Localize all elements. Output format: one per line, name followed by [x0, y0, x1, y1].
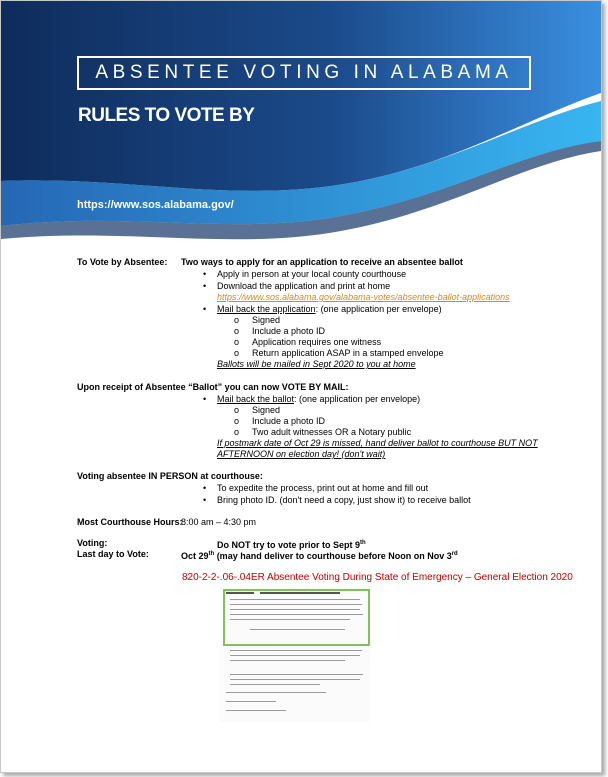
- absentee-sub-2: Include a photo ID: [252, 326, 326, 336]
- sub-marker: o: [234, 427, 240, 437]
- in-person-bullet-1: To expedite the process, print out at home and fill out: [217, 483, 429, 493]
- sos-website-link[interactable]: https://www.sos.alabama.gov/: [77, 199, 234, 211]
- sub-marker: o: [234, 348, 240, 358]
- absentee-note: Ballots will be mailed in Sept 2020 to you at home: [217, 359, 416, 369]
- voting-value: Do NOT try to vote prior to Sept 9th: [217, 540, 366, 550]
- hours-value: 8:00 am – 4:30 pm: [181, 517, 257, 527]
- sub-marker: o: [234, 405, 240, 415]
- bullet-dot: •: [203, 495, 207, 505]
- receipt-heading: Upon receipt of Absentee “Ballot” you can now VOTE BY MAIL:: [77, 382, 349, 392]
- rule-excerpt-highlight-box: [223, 589, 370, 646]
- receipt-note-line-2: AFTERNOON on election day! (don't wait): [217, 449, 386, 459]
- rule-title: 820-2-2-.06-.04ER Absentee Voting During State of Emergency – General Election 2020: [182, 572, 573, 583]
- in-person-bullet-2: Bring photo ID. (don't need a copy, just show it) to receive ballot: [217, 495, 471, 505]
- last-day-value: Oct 29th (may hand deliver to courthouse before Noon on Nov 3rd: [181, 551, 458, 561]
- absentee-bullet-1: Apply in person at your local county courthouse: [217, 269, 407, 279]
- receipt-note-line-1: If postmark date of Oct 29 is missed, hand deliver ballot to courthouse BUT NOT: [217, 438, 538, 448]
- bullet-dot: •: [203, 281, 207, 291]
- voting-label: Voting:: [77, 538, 108, 548]
- bullet-dot: •: [203, 483, 207, 493]
- sub-marker: o: [234, 337, 240, 347]
- absentee-sub-4: Return application ASAP in a stamped envelope: [252, 348, 444, 358]
- sub-marker: o: [234, 416, 240, 426]
- absentee-sub-3: Application requires one witness: [252, 337, 382, 347]
- absentee-application-link[interactable]: https://www.sos.alabama.gov/alabama-votes/absentee-ballot-applications: [217, 292, 510, 302]
- bullet-dot: •: [203, 269, 207, 279]
- in-person-heading: Voting absentee IN PERSON at courthouse:: [77, 471, 263, 481]
- page-title: ABSENTEE VOTING IN ALABAMA: [77, 56, 531, 90]
- receipt-bullet: Mail back the ballot: (one application per envelope): [217, 394, 421, 404]
- receipt-sub-1: Signed: [252, 405, 281, 415]
- absentee-label: To Vote by Absentee:: [77, 257, 168, 267]
- absentee-heading: Two ways to apply for an application to receive an absentee ballot: [181, 257, 463, 267]
- bullet-dot: •: [203, 304, 207, 314]
- rule-excerpt-image: [220, 587, 370, 722]
- sub-marker: o: [234, 315, 240, 325]
- hours-label: Most Courthouse Hours:: [77, 517, 183, 527]
- bullet-dot: •: [203, 394, 207, 404]
- absentee-bullet-3: Mail back the application: (one application per envelope): [217, 304, 442, 314]
- receipt-sub-3: Two adult witnesses OR a Notary public: [252, 427, 412, 437]
- last-day-label: Last day to Vote:: [77, 549, 149, 559]
- absentee-sub-1: Signed: [252, 315, 281, 325]
- receipt-sub-2: Include a photo ID: [252, 416, 326, 426]
- absentee-bullet-2: Download the application and print at home: [217, 281, 391, 291]
- sub-marker: o: [234, 326, 240, 336]
- page-subtitle: RULES TO VOTE BY: [78, 105, 255, 126]
